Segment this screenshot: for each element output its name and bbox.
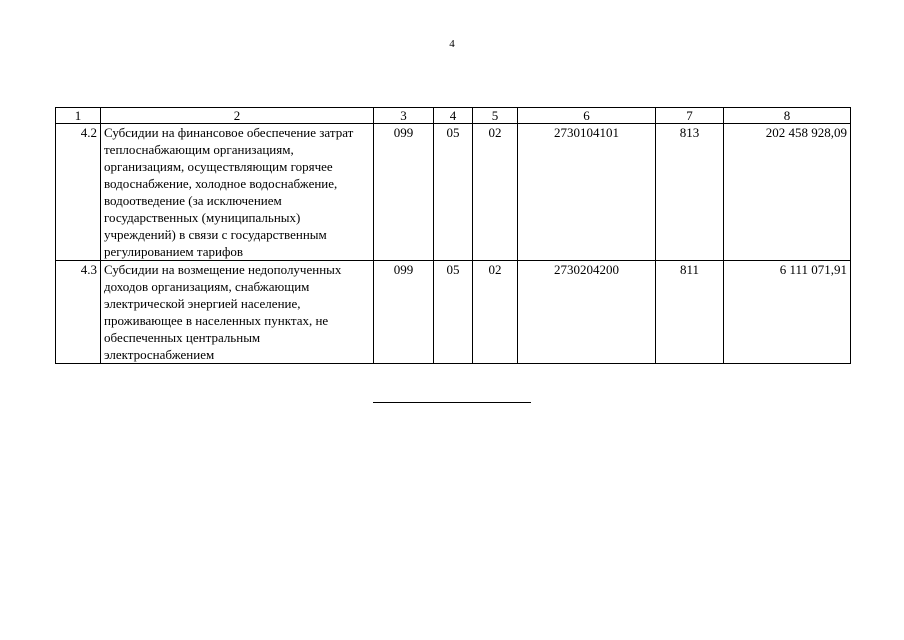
table-header-row [56,108,851,124]
row-code6-cell: 2730204200 [518,261,656,364]
header-cell: 2 [101,108,374,124]
row-code6-cell: 2730104101 [518,124,656,261]
header-cell: 3 [374,108,434,124]
header-cell: 5 [473,108,518,124]
row-name-cell: Субсидии на возмещение недополученных доходов организациям, снабжающим электрической энергией население, проживающее в населенных пунктах, не обеспеченных центральным электроснабжением [101,261,374,364]
header-cell: 1 [56,108,101,124]
header-cell: 6 [518,108,656,124]
row-sum-cell: 6 111 071,91 [724,261,851,364]
page-number: 4 [449,38,455,50]
row-code4-cell: 05 [434,261,473,364]
row-number-cell: 4.2 [56,124,101,261]
budget-table [55,107,851,364]
row-code3-cell: 099 [374,261,434,364]
row-code5-cell: 02 [473,124,518,261]
row-code4-cell: 05 [434,124,473,261]
row-code5-cell: 02 [473,261,518,364]
row-name-cell: Субсидии на финансовое обеспечение затрат теплоснабжающим организациям, организациям, осуществляющим горячее водоснабжение, холодное водоснабжение, водоотведение (за исключением государственных (муниципальных) учреждений) в связи с государственным регулированием тарифов [101,124,374,261]
row-number-cell: 4.3 [56,261,101,364]
header-cell: 7 [656,108,724,124]
row-code7-cell: 813 [656,124,724,261]
row-sum-cell: 202 458 928,09 [724,124,851,261]
end-separator-line [373,402,531,403]
row-code7-cell: 811 [656,261,724,364]
table-row [56,261,851,364]
table-row [56,124,851,261]
header-cell: 8 [724,108,851,124]
row-code3-cell: 099 [374,124,434,261]
header-cell: 4 [434,108,473,124]
